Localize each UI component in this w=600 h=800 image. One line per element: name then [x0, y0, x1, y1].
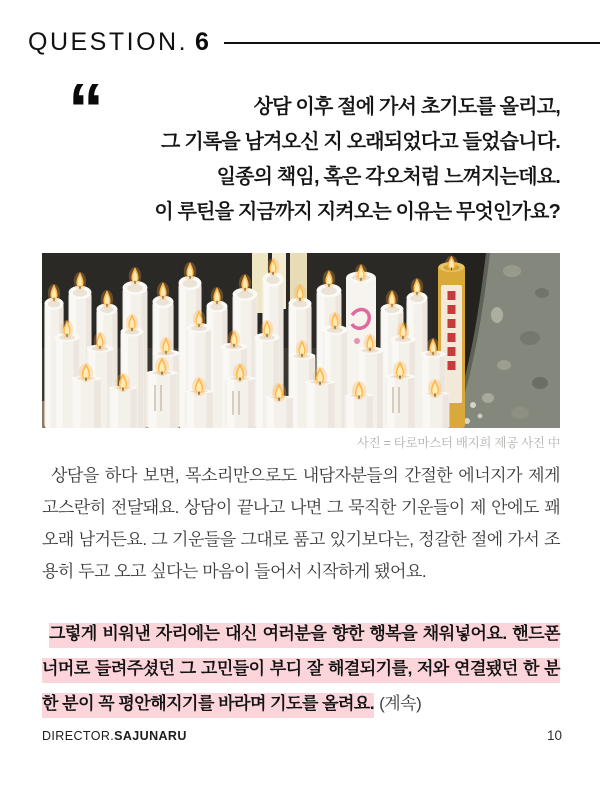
- quote-line: 일종의 책임, 혹은 각오처럼 느껴지는데요.: [216, 166, 560, 188]
- page-footer: [42, 728, 562, 743]
- open-quote-icon: “: [68, 70, 100, 150]
- question-label: QUESTION.: [28, 28, 189, 56]
- question-header: [28, 28, 600, 57]
- candles-photo: [42, 253, 560, 428]
- highlight-paragraph: [42, 616, 560, 721]
- quote-line: 이 루틴을 지금까지 지켜오는 이유는 무엇인가요?: [154, 201, 560, 223]
- director-credit: DIRECTOR.SAJUNARU: [42, 728, 187, 743]
- quote-text: [42, 90, 560, 230]
- pull-quote: [42, 70, 560, 230]
- body-paragraph: 상담을 하다 보면, 목소리만으로도 내담자분들의 간절한 에너지가 제게 고스란히 전달돼요. 상담이 끝나고 나면 그 묵직한 기운들이 제 안에도 꽤 오래 남거든요. 그 기운들을 그대로 품고 있기보다는, 정갈한 절에 가서 조용히 두고 오고 싶다는 마음이 들어서 시작하게 됐어요.: [42, 466, 560, 581]
- question-number: 6: [195, 28, 210, 56]
- highlighted-text: 그렇게 비워낸 자리에는 대신 여러분을 향한 행복을 채워넣어요. 핸드폰 너머로 들려주셨던 그 고민들이 부디 잘 해결되기를, 저와 연결됐던 한 분 한 분이 꼭 평안해지기를 바라며 기도를 올려요.: [42, 623, 560, 718]
- header-rule: [224, 42, 600, 44]
- page-number: 10: [546, 728, 562, 743]
- quote-line: 상담 이후 절에 가서 초기도를 올리고,: [253, 96, 560, 118]
- quote-line: 그 기록을 남겨오신 지 오래되었다고 들었습니다.: [161, 131, 560, 153]
- continued-label: (계속): [379, 694, 422, 713]
- photo-caption: 사진 = 타로마스터 배지희 제공 사진 中: [356, 436, 560, 450]
